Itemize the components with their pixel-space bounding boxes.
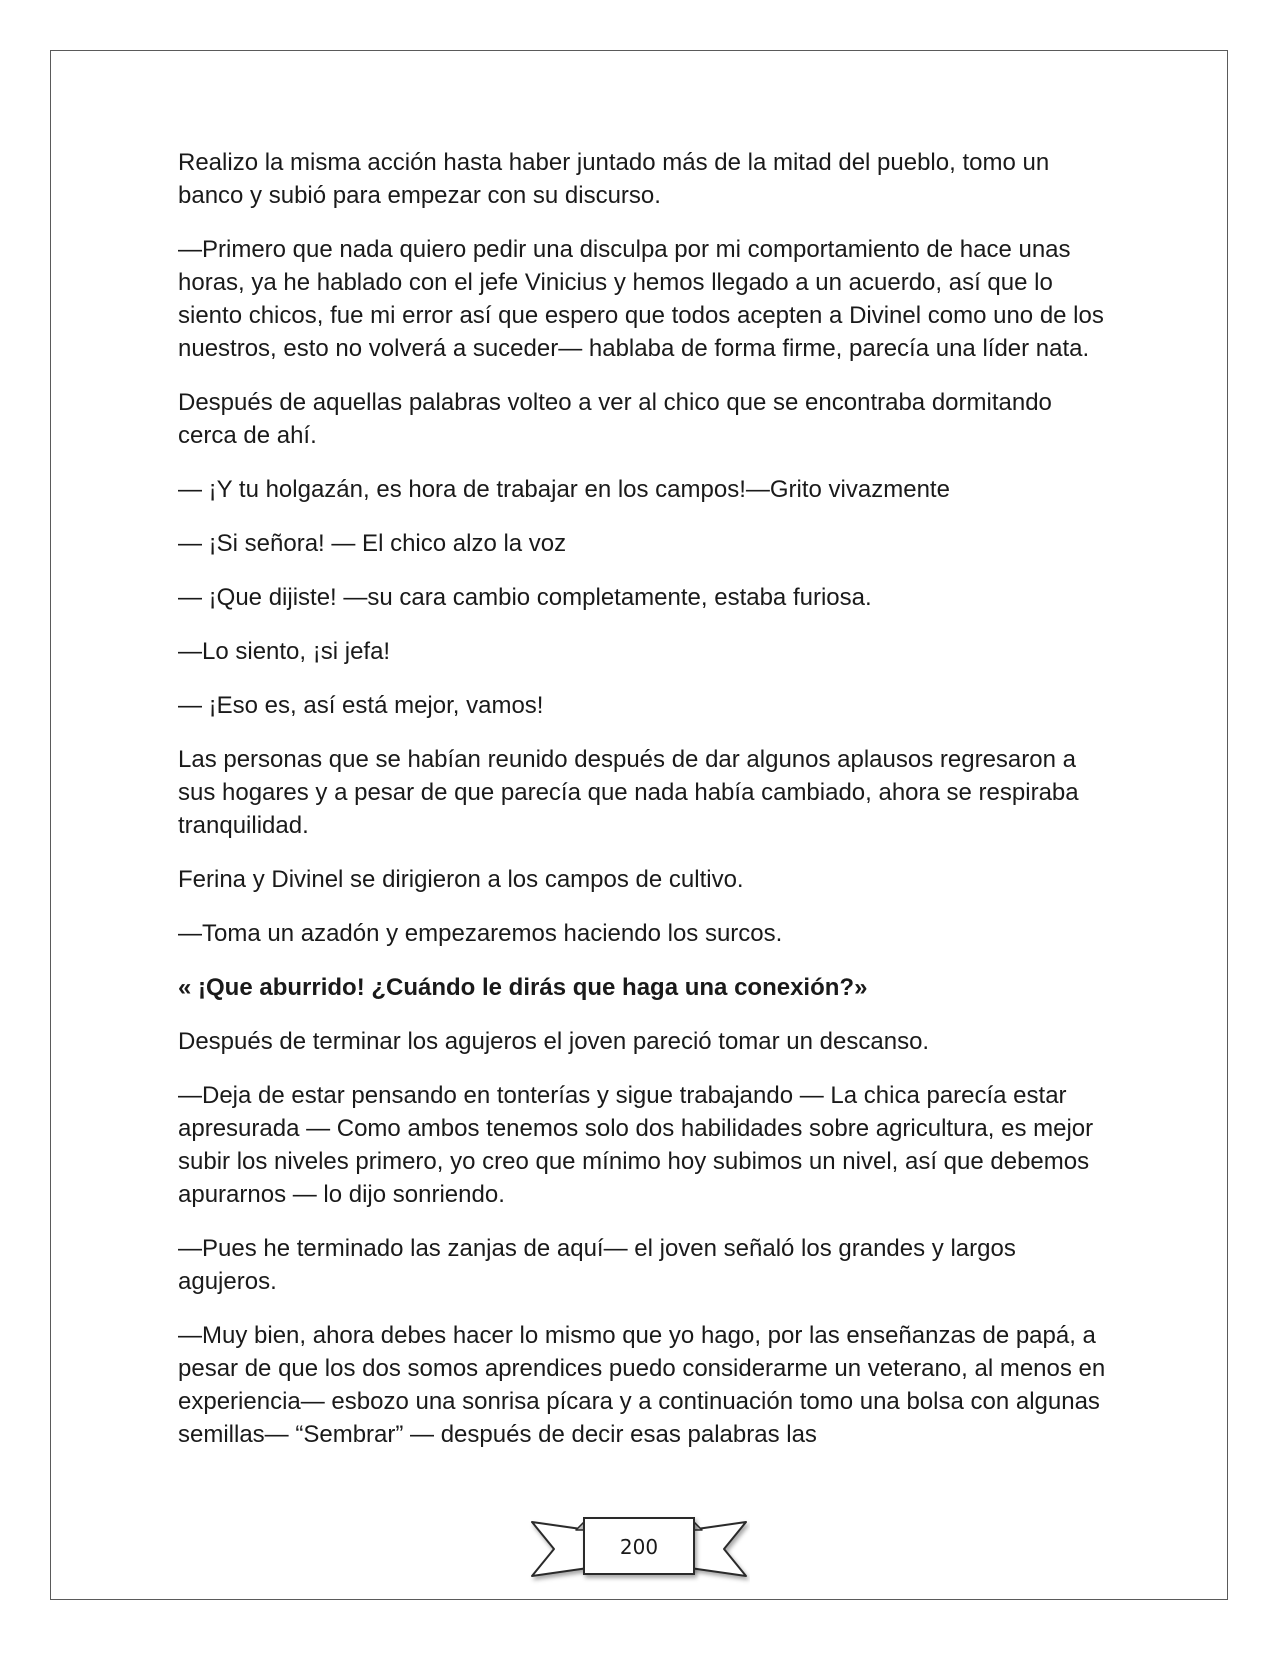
paragraph: —Deja de estar pensando en tonterías y sigue trabajando — La chica parecía estar apresurada — Como ambos tenemos solo dos habilidades sobre agricultura, es mejor subir los niveles primero, yo creo que mínimo hoy subimos un nivel, así que debemos apurarnos — lo dijo sonriendo. <box>178 1082 1094 1208</box>
dialogue-line: — ¡Que dijiste! —su cara cambio completamente, estaba furiosa. <box>178 584 872 611</box>
paragraph: —Primero que nada quiero pedir una disculpa por mi comportamiento de hace unas horas, ya he hablado con el jefe Vinicius y hemos llegado a un acuerdo, así que lo siento chicos, fue mi error así que espero que todos acepten a Divinel como uno de los nuestros, esto no volverá a suceder— hablaba de forma firme, parecía una líder nata. <box>178 236 1104 362</box>
paragraph: —Pues he terminado las zanjas de aquí— el joven señaló los grandes y largos agujeros. <box>178 1235 1016 1295</box>
bold-thought-line: « ¡Que aburrido! ¿Cuándo le dirás que haga una conexión?» <box>178 974 868 1001</box>
page-number-banner <box>528 1508 750 1588</box>
paragraph: Realizo la misma acción hasta haber juntado más de la mitad del pueblo, tomo un banco y subió para empezar con su discurso. <box>178 149 1050 209</box>
paragraph: —Muy bien, ahora debes hacer lo mismo que yo hago, por las enseñanzas de papá, a pesar de que los dos somos aprendices puedo considerarme un veterano, al menos en experiencia— esbozo una sonrisa pícara y a continuación tomo una bolsa con algunas semillas— “Sembrar” — después de decir esas palabras las <box>178 1322 1106 1448</box>
body-text <box>178 146 1108 1472</box>
paragraph: Después de terminar los agujeros el joven pareció tomar un descanso. <box>178 1028 930 1055</box>
page-number: 200 <box>619 1535 659 1559</box>
dialogue-line: — ¡Y tu holgazán, es hora de trabajar en los campos!—Grito vivazmente <box>178 476 950 503</box>
dialogue-line: — ¡Si señora! — El chico alzo la voz <box>178 530 567 557</box>
dialogue-line: —Lo siento, ¡si jefa! <box>178 638 391 665</box>
dialogue-line: —Toma un azadón y empezaremos haciendo los surcos. <box>178 920 783 947</box>
paragraph: Después de aquellas palabras volteo a ver al chico que se encontraba dormitando cerca de ahí. <box>178 389 1052 449</box>
dialogue-line: — ¡Eso es, así está mejor, vamos! <box>178 692 544 719</box>
paragraph: Ferina y Divinel se dirigieron a los campos de cultivo. <box>178 866 744 893</box>
paragraph: Las personas que se habían reunido después de dar algunos aplausos regresaron a sus hogares y a pesar de que parecía que nada había cambiado, ahora se respiraba tranquilidad. <box>178 746 1079 839</box>
